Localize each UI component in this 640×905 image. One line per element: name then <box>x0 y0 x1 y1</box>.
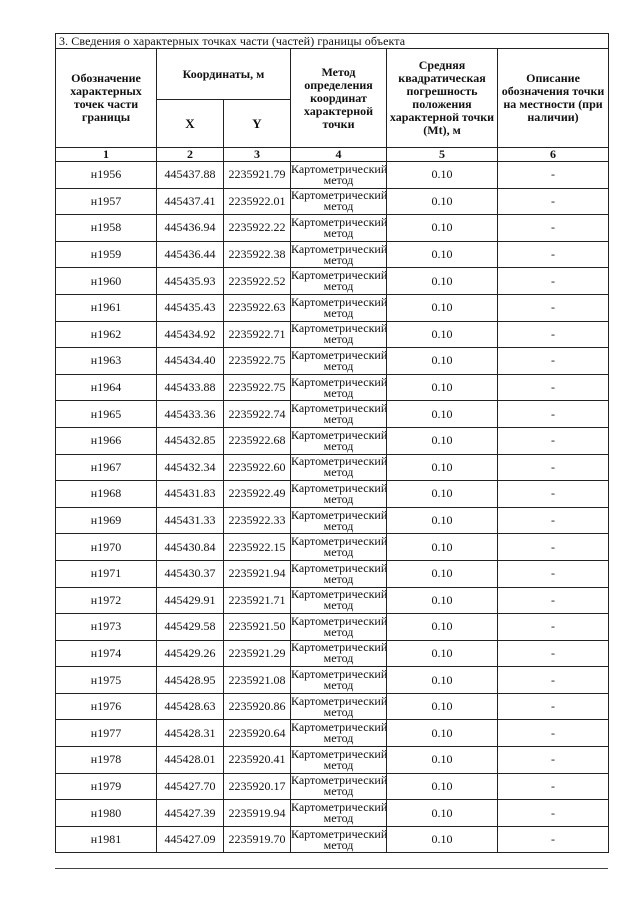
coord-y-cell: 2235921.50 <box>224 614 291 641</box>
coord-y-cell: 2235920.41 <box>224 747 291 774</box>
method-line-2: метод <box>323 491 354 506</box>
error-cell: 0.10 <box>387 294 498 321</box>
point-id-cell: н1967 <box>56 454 157 481</box>
table-row <box>56 640 609 667</box>
description-cell: - <box>498 640 609 667</box>
description-cell: - <box>498 188 609 215</box>
coord-y-cell: 2235922.68 <box>224 427 291 454</box>
error-cell: 0.10 <box>387 614 498 641</box>
description-cell: - <box>498 427 609 454</box>
coord-y-cell: 2235919.70 <box>224 826 291 853</box>
method-line-1: Картометрический <box>291 161 388 176</box>
page-bottom-divider <box>55 868 608 869</box>
method-line-1: Картометрический <box>291 773 388 788</box>
point-id-cell: н1978 <box>56 747 157 774</box>
method-cell <box>291 188 387 215</box>
method-line-1: Картометрический <box>291 560 388 575</box>
coord-y-cell: 2235920.86 <box>224 693 291 720</box>
method-cell <box>291 826 387 853</box>
description-cell: - <box>498 294 609 321</box>
table-row <box>56 268 609 295</box>
method-cell <box>291 667 387 694</box>
table-row <box>56 401 609 428</box>
table-row <box>56 481 609 508</box>
method-cell <box>291 321 387 348</box>
description-cell: - <box>498 773 609 800</box>
method-line-1: Картометрический <box>291 188 388 203</box>
error-cell: 0.10 <box>387 800 498 827</box>
coord-y-cell: 2235922.60 <box>224 454 291 481</box>
description-cell: - <box>498 826 609 853</box>
error-cell: 0.10 <box>387 401 498 428</box>
coord-x-cell: 445431.33 <box>157 507 224 534</box>
method-line-1: Картометрический <box>291 401 388 416</box>
method-line-2: метод <box>323 811 354 826</box>
coord-x-cell: 445431.83 <box>157 481 224 508</box>
coord-x-cell: 445433.88 <box>157 374 224 401</box>
coord-y-cell: 2235922.01 <box>224 188 291 215</box>
coord-y-cell: 2235921.94 <box>224 560 291 587</box>
table-row <box>56 614 609 641</box>
method-cell <box>291 348 387 375</box>
error-cell: 0.10 <box>387 241 498 268</box>
point-id-cell: н1975 <box>56 667 157 694</box>
point-id-cell: н1972 <box>56 587 157 614</box>
method-line-2: метод <box>323 598 354 613</box>
method-cell <box>291 640 387 667</box>
method-cell <box>291 241 387 268</box>
coord-y-cell: 2235922.38 <box>224 241 291 268</box>
table-row <box>56 800 609 827</box>
method-line-1: Картометрический <box>291 746 388 761</box>
coord-y-cell: 2235922.15 <box>224 534 291 561</box>
point-id-cell: н1968 <box>56 481 157 508</box>
description-cell: - <box>498 268 609 295</box>
coord-x-cell: 445429.26 <box>157 640 224 667</box>
error-cell: 0.10 <box>387 534 498 561</box>
method-line-2: метод <box>323 704 354 719</box>
error-cell: 0.10 <box>387 773 498 800</box>
method-line-2: метод <box>323 225 354 240</box>
method-line-2: метод <box>323 545 354 560</box>
method-cell <box>291 427 387 454</box>
method-line-2: метод <box>323 784 354 799</box>
point-id-cell: н1976 <box>56 693 157 720</box>
method-cell <box>291 800 387 827</box>
coord-y-cell: 2235922.52 <box>224 268 291 295</box>
point-id-cell: н1966 <box>56 427 157 454</box>
coord-x-cell: 445428.95 <box>157 667 224 694</box>
method-line-2: метод <box>323 624 354 639</box>
coord-y-cell: 2235921.71 <box>224 587 291 614</box>
method-line-2: метод <box>323 358 354 373</box>
coord-x-cell: 445430.37 <box>157 560 224 587</box>
coord-x-cell: 445427.09 <box>157 826 224 853</box>
point-id-cell: н1962 <box>56 321 157 348</box>
method-cell <box>291 587 387 614</box>
coord-x-cell: 445429.58 <box>157 614 224 641</box>
coord-y-cell: 2235919.94 <box>224 800 291 827</box>
description-cell: - <box>498 720 609 747</box>
coord-x-cell: 445428.01 <box>157 747 224 774</box>
coord-x-cell: 445427.70 <box>157 773 224 800</box>
coord-y-cell: 2235922.22 <box>224 215 291 242</box>
method-line-1: Картометрический <box>291 640 388 655</box>
method-line-1: Картометрический <box>291 826 388 841</box>
header-designation: Обозначение характерных точек части границы <box>56 49 157 148</box>
description-cell: - <box>498 800 609 827</box>
coord-y-cell: 2235920.17 <box>224 773 291 800</box>
description-cell: - <box>498 507 609 534</box>
method-line-1: Картометрический <box>291 321 388 336</box>
method-line-1: Картометрический <box>291 613 388 628</box>
method-line-2: метод <box>323 438 354 453</box>
description-cell: - <box>498 534 609 561</box>
description-cell: - <box>498 560 609 587</box>
table-row <box>56 667 609 694</box>
description-cell: - <box>498 587 609 614</box>
point-id-cell: н1965 <box>56 401 157 428</box>
method-cell <box>291 560 387 587</box>
method-line-2: метод <box>323 252 354 267</box>
error-cell: 0.10 <box>387 268 498 295</box>
header-description: Описание обозначения точки на местности (при наличии) <box>498 49 609 148</box>
error-cell: 0.10 <box>387 693 498 720</box>
description-cell: - <box>498 374 609 401</box>
coord-y-cell: 2235921.08 <box>224 667 291 694</box>
table-row <box>56 427 609 454</box>
point-id-cell: н1977 <box>56 720 157 747</box>
description-cell: - <box>498 241 609 268</box>
point-id-cell: н1971 <box>56 560 157 587</box>
point-id-cell: н1960 <box>56 268 157 295</box>
method-line-1: Картометрический <box>291 294 388 309</box>
method-line-1: Картометрический <box>291 800 388 815</box>
coord-x-cell: 445435.93 <box>157 268 224 295</box>
coord-x-cell: 445432.34 <box>157 454 224 481</box>
coord-x-cell: 445436.94 <box>157 215 224 242</box>
method-line-2: метод <box>323 199 354 214</box>
coord-x-cell: 445430.84 <box>157 534 224 561</box>
column-number: 5 <box>387 148 498 162</box>
header-coordinates: Координаты, м <box>157 49 291 100</box>
error-cell: 0.10 <box>387 826 498 853</box>
description-cell: - <box>498 348 609 375</box>
error-cell: 0.10 <box>387 667 498 694</box>
method-line-1: Картометрический <box>291 454 388 469</box>
table-row <box>56 720 609 747</box>
coord-y-cell: 2235922.63 <box>224 294 291 321</box>
error-cell: 0.10 <box>387 374 498 401</box>
error-cell: 0.10 <box>387 481 498 508</box>
description-cell: - <box>498 667 609 694</box>
error-cell: 0.10 <box>387 427 498 454</box>
error-cell: 0.10 <box>387 587 498 614</box>
table-row <box>56 188 609 215</box>
point-id-cell: н1981 <box>56 826 157 853</box>
method-line-1: Картометрический <box>291 720 388 735</box>
method-cell <box>291 374 387 401</box>
method-cell <box>291 215 387 242</box>
description-cell: - <box>498 215 609 242</box>
method-line-2: метод <box>323 279 354 294</box>
point-id-cell: н1964 <box>56 374 157 401</box>
table-row <box>56 454 609 481</box>
coord-y-cell: 2235920.64 <box>224 720 291 747</box>
point-id-cell: н1956 <box>56 162 157 189</box>
coord-y-cell: 2235922.33 <box>224 507 291 534</box>
description-cell: - <box>498 321 609 348</box>
description-cell: - <box>498 747 609 774</box>
description-cell: - <box>498 614 609 641</box>
table-row <box>56 162 609 189</box>
coord-x-cell: 445428.31 <box>157 720 224 747</box>
method-cell <box>291 773 387 800</box>
coord-y-cell: 2235922.75 <box>224 348 291 375</box>
method-line-1: Картометрический <box>291 347 388 362</box>
method-line-1: Картометрический <box>291 268 388 283</box>
method-line-2: метод <box>323 305 354 320</box>
method-line-2: метод <box>323 518 354 533</box>
table-row <box>56 773 609 800</box>
coord-x-cell: 445437.88 <box>157 162 224 189</box>
table-row <box>56 747 609 774</box>
coord-y-cell: 2235922.49 <box>224 481 291 508</box>
error-cell: 0.10 <box>387 720 498 747</box>
method-cell <box>291 534 387 561</box>
method-line-1: Картометрический <box>291 427 388 442</box>
column-number: 4 <box>291 148 387 162</box>
coord-x-cell: 445432.85 <box>157 427 224 454</box>
header-method: Метод определения координат характерной точки <box>291 49 387 148</box>
point-id-cell: н1959 <box>56 241 157 268</box>
point-id-cell: н1957 <box>56 188 157 215</box>
error-cell: 0.10 <box>387 188 498 215</box>
error-cell: 0.10 <box>387 348 498 375</box>
error-cell: 0.10 <box>387 321 498 348</box>
coord-y-cell: 2235921.79 <box>224 162 291 189</box>
table-row <box>56 215 609 242</box>
method-line-2: метод <box>323 385 354 400</box>
table-row <box>56 826 609 853</box>
description-cell: - <box>498 693 609 720</box>
column-numbers-row <box>56 148 609 162</box>
method-line-2: метод <box>323 172 354 187</box>
description-cell: - <box>498 401 609 428</box>
method-line-1: Картометрический <box>291 241 388 256</box>
error-cell: 0.10 <box>387 215 498 242</box>
error-cell: 0.10 <box>387 162 498 189</box>
coord-x-cell: 445428.63 <box>157 693 224 720</box>
point-id-cell: н1958 <box>56 215 157 242</box>
error-cell: 0.10 <box>387 454 498 481</box>
coord-x-cell: 445435.43 <box>157 294 224 321</box>
method-line-1: Картометрический <box>291 693 388 708</box>
coord-y-cell: 2235922.71 <box>224 321 291 348</box>
point-id-cell: н1979 <box>56 773 157 800</box>
table-row <box>56 241 609 268</box>
method-line-2: метод <box>323 678 354 693</box>
method-line-1: Картометрический <box>291 534 388 549</box>
method-line-2: метод <box>323 571 354 586</box>
point-id-cell: н1970 <box>56 534 157 561</box>
method-cell <box>291 162 387 189</box>
method-cell <box>291 454 387 481</box>
method-line-1: Картометрический <box>291 480 388 495</box>
header-y: Y <box>224 100 291 148</box>
table-row <box>56 507 609 534</box>
coord-x-cell: 445433.36 <box>157 401 224 428</box>
method-cell <box>291 747 387 774</box>
table-row <box>56 560 609 587</box>
error-cell: 0.10 <box>387 560 498 587</box>
method-cell <box>291 481 387 508</box>
method-cell <box>291 614 387 641</box>
column-number: 1 <box>56 148 157 162</box>
error-cell: 0.10 <box>387 507 498 534</box>
method-cell <box>291 693 387 720</box>
method-line-1: Картометрический <box>291 587 388 602</box>
table-row <box>56 348 609 375</box>
point-id-cell: н1961 <box>56 294 157 321</box>
error-cell: 0.10 <box>387 747 498 774</box>
description-cell: - <box>498 481 609 508</box>
method-cell <box>291 720 387 747</box>
method-cell <box>291 507 387 534</box>
method-line-2: метод <box>323 651 354 666</box>
table-row <box>56 374 609 401</box>
coord-y-cell: 2235922.74 <box>224 401 291 428</box>
coord-x-cell: 445436.44 <box>157 241 224 268</box>
method-cell <box>291 294 387 321</box>
point-id-cell: н1973 <box>56 614 157 641</box>
method-line-2: метод <box>323 332 354 347</box>
header-error: Средняя квадратическая погрешность положения характерной точки (Mt), м <box>387 49 498 148</box>
coord-x-cell: 445437.41 <box>157 188 224 215</box>
column-number: 2 <box>157 148 224 162</box>
boundary-points-table <box>55 33 609 853</box>
error-cell: 0.10 <box>387 640 498 667</box>
method-line-1: Картометрический <box>291 374 388 389</box>
method-cell <box>291 401 387 428</box>
coord-y-cell: 2235922.75 <box>224 374 291 401</box>
coord-x-cell: 445434.92 <box>157 321 224 348</box>
method-line-1: Картометрический <box>291 214 388 229</box>
method-line-1: Картометрический <box>291 667 388 682</box>
method-line-2: метод <box>323 837 354 852</box>
coord-y-cell: 2235921.29 <box>224 640 291 667</box>
method-line-2: метод <box>323 731 354 746</box>
coord-x-cell: 445429.91 <box>157 587 224 614</box>
point-id-cell: н1980 <box>56 800 157 827</box>
method-line-2: метод <box>323 465 354 480</box>
table-row <box>56 693 609 720</box>
table-row <box>56 534 609 561</box>
section-caption: 3. Сведения о характерных точках части (частей) границы объекта <box>56 34 609 49</box>
method-cell <box>291 268 387 295</box>
point-id-cell: н1963 <box>56 348 157 375</box>
column-number: 3 <box>224 148 291 162</box>
description-cell: - <box>498 162 609 189</box>
description-cell: - <box>498 454 609 481</box>
table-row <box>56 321 609 348</box>
method-line-2: метод <box>323 757 354 772</box>
point-id-cell: н1969 <box>56 507 157 534</box>
table-row <box>56 587 609 614</box>
coord-x-cell: 445434.40 <box>157 348 224 375</box>
table-row <box>56 294 609 321</box>
header-x: X <box>157 100 224 148</box>
point-id-cell: н1974 <box>56 640 157 667</box>
coord-x-cell: 445427.39 <box>157 800 224 827</box>
method-line-2: метод <box>323 412 354 427</box>
column-number: 6 <box>498 148 609 162</box>
method-line-1: Картометрический <box>291 507 388 522</box>
